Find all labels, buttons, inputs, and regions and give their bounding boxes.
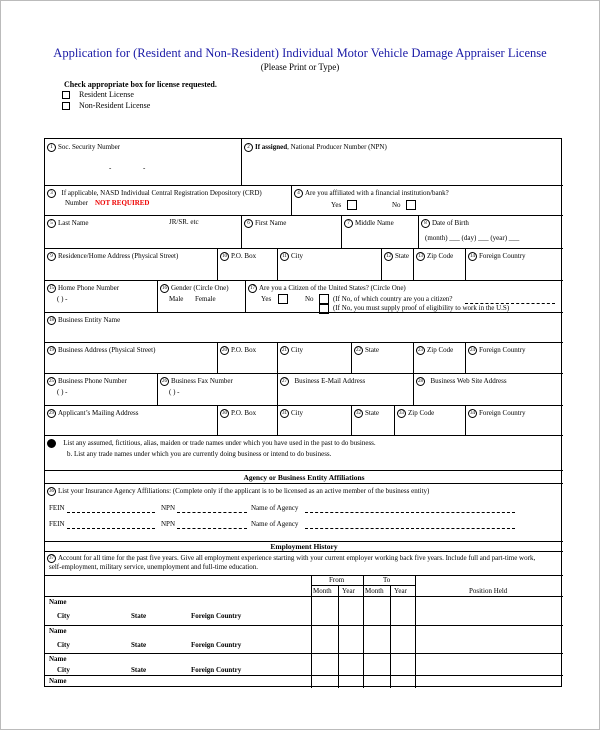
business-fax-mask: ( ) - <box>169 388 180 396</box>
business-phone-label: Business Phone Number <box>58 377 127 386</box>
middle-name-field[interactable]: 7 Middle Name <box>344 219 394 228</box>
row-divider <box>45 596 563 597</box>
position-held-header: Position Held <box>469 587 508 595</box>
ssn-field[interactable]: 1 Soc. Security Number <box>47 143 120 152</box>
business-fax-field[interactable]: 26 Business Fax Number <box>162 377 233 386</box>
business-website-field[interactable]: 28 Business Web Site Address <box>418 377 507 386</box>
crd-field[interactable]: 3 If applicable, NASD Individual Central Registration Depository (CRD) <box>47 189 262 198</box>
citizen-label: Are you a Citizen of the United States? (Circle One) <box>259 284 406 293</box>
gender-female[interactable]: Female <box>195 295 216 303</box>
employer-country-label[interactable]: Foreign Country <box>191 666 242 674</box>
mailing-address-label: Applicant’s Mailing Address <box>58 409 139 418</box>
mailing-po-box-field[interactable]: 30 P.O. Box <box>222 409 257 418</box>
city-label: City <box>291 346 304 355</box>
citizen-yes-label: Yes <box>261 295 272 303</box>
cell-divider <box>465 405 466 435</box>
cell-divider <box>465 342 466 373</box>
agency-name-input-2[interactable] <box>305 528 515 529</box>
business-city-field[interactable]: 21 City <box>282 346 304 355</box>
trade-names-label: b. List any trade names under which you are currently doing business or intend to do business. <box>67 450 332 458</box>
last-name-field[interactable]: 5 Last Name <box>47 219 89 228</box>
cell-divider <box>341 215 342 248</box>
business-phone-mask: ( ) - <box>57 388 68 396</box>
mailing-city-field[interactable]: 31 City <box>282 409 304 418</box>
row-divider <box>45 625 563 626</box>
table-column-divider <box>363 575 364 688</box>
resident-license-label: Resident License <box>79 90 134 99</box>
row-divider <box>45 248 563 249</box>
row-divider <box>45 470 563 471</box>
business-entity-label: Business Entity Name <box>58 316 121 325</box>
dob-label: Date of Birth <box>432 219 469 228</box>
cell-divider <box>217 342 218 373</box>
assumed-names-field[interactable] <box>47 439 376 448</box>
gender-male[interactable]: Male <box>169 295 184 303</box>
cell-divider <box>381 248 382 280</box>
business-website-label: Business Web Site Address <box>430 377 507 386</box>
fein-input-2[interactable] <box>67 528 155 529</box>
not-required-note: NOT REQUIRED <box>94 199 150 207</box>
table-column-divider <box>390 585 391 688</box>
row-divider <box>45 675 563 676</box>
cell-divider <box>277 342 278 373</box>
mailing-address-field[interactable]: 29 Applicant’s Mailing Address <box>49 409 139 418</box>
affiliation-label: Are you affiliated with a financial institution/bank? <box>305 189 449 198</box>
employment-instruction: 37 Account for all time for the past five years. Give all employment experience starting with your current employer working back five years. Include full and part-time work, <box>49 554 536 563</box>
cell-divider <box>413 248 414 280</box>
row-divider <box>45 435 563 436</box>
row-divider <box>45 342 563 343</box>
npn-if-assigned: If assigned <box>255 143 288 152</box>
employer-name-label[interactable]: Name <box>49 598 67 606</box>
residence-address-field[interactable]: 9 Residence/Home Address (Physical Street) <box>47 252 178 261</box>
npn-label: NPN <box>161 504 176 512</box>
country-label: Foreign Country <box>479 409 526 418</box>
cell-divider <box>157 373 158 405</box>
citizen-yes-checkbox[interactable] <box>278 294 288 304</box>
middle-name-label: Middle Name <box>355 219 394 228</box>
business-address-label: Business Address (Physical Street) <box>58 346 156 355</box>
mailing-state-field[interactable]: 32 State <box>356 409 379 418</box>
table-column-divider <box>338 585 339 688</box>
to-month-header: Month <box>365 587 384 595</box>
business-country-field[interactable]: 24 Foreign Country <box>470 346 526 355</box>
ssn-label: Soc. Security Number <box>58 143 121 152</box>
agency-name-label: Name of Agency <box>251 504 299 512</box>
state-label: State <box>395 252 409 261</box>
employer-country-label[interactable]: Foreign Country <box>191 641 242 649</box>
business-fax-label: Business Fax Number <box>171 377 233 386</box>
affiliation-yes-checkbox[interactable] <box>347 200 357 210</box>
state-label: State <box>365 409 379 418</box>
zip-label: Zip Code <box>408 409 435 418</box>
application-form <box>44 138 562 687</box>
city-label: City <box>291 409 304 418</box>
cell-divider <box>277 373 278 405</box>
row-divider <box>45 215 563 216</box>
country-label: Foreign Country <box>479 346 526 355</box>
cell-divider <box>241 215 242 248</box>
cell-divider <box>351 342 352 373</box>
business-email-label: Business E-Mail Address <box>294 377 366 386</box>
dob-field[interactable]: 8 Date of Birth <box>421 219 469 228</box>
affiliation-no-label: No <box>392 201 401 209</box>
cell-divider <box>245 280 246 312</box>
row-divider <box>45 185 563 186</box>
home-phone-mask: ( ) - <box>57 295 68 303</box>
affiliation-yes-label: Yes <box>331 201 342 209</box>
employer-state-label[interactable]: State <box>131 666 147 674</box>
ssn-dash: - <box>143 164 146 172</box>
po-box-label: P.O. Box <box>231 346 257 355</box>
table-column-divider <box>311 575 312 688</box>
mailing-country-field[interactable]: 34 Foreign Country <box>470 409 526 418</box>
license-type-instruction: Check appropriate box for license requested. <box>64 80 217 89</box>
jr-sr-label: JR/SR. etc <box>169 218 199 226</box>
first-name-field[interactable]: 6 First Name <box>244 219 286 228</box>
business-phone-field[interactable]: 25 Business Phone Number <box>49 377 127 386</box>
business-zip-field[interactable]: 23 Zip Code <box>418 346 454 355</box>
agency-name-input-1[interactable] <box>305 512 515 513</box>
business-entity-field[interactable]: 18 Business Entity Name <box>49 316 121 325</box>
npn-input-2[interactable] <box>177 528 247 529</box>
employer-name-label[interactable]: Name <box>49 627 67 635</box>
cell-divider <box>217 248 218 280</box>
row-divider <box>45 405 563 406</box>
home-phone-field[interactable]: 15 Home Phone Number <box>49 284 120 293</box>
employer-state-label[interactable]: State <box>131 641 147 649</box>
agency-instruction: 36 List your Insurance Agency Affiliations: (Complete only if the applicant is to be licensed as an active member of the business entity) <box>49 487 430 496</box>
employer-city-label[interactable]: City <box>57 666 70 674</box>
employer-city-label[interactable]: City <box>57 612 70 620</box>
first-name-label: First Name <box>255 219 287 228</box>
po-box-label: P.O. Box <box>231 252 257 261</box>
gender-label: Gender (Circle One) <box>171 284 229 293</box>
row-divider <box>45 373 563 374</box>
npn-input-1[interactable] <box>177 512 247 513</box>
table-column-divider <box>415 575 416 688</box>
to-header: To <box>383 576 391 584</box>
crd-number-label: Number <box>65 199 88 207</box>
row-divider <box>45 280 563 281</box>
fein-input-1[interactable] <box>67 512 155 513</box>
from-header: From <box>329 576 345 584</box>
cell-divider <box>351 405 352 435</box>
row-divider <box>45 312 563 313</box>
agency-instruction-text: List your Insurance Agency Affiliations: (Complete only if the applicant is to be licensed as an active member of the business entity) <box>58 487 430 496</box>
cell-divider <box>157 280 158 312</box>
row-divider <box>45 551 563 552</box>
country-label: Foreign Country <box>479 252 526 261</box>
to-year-header: Year <box>394 587 407 595</box>
employment-instruction-line2: self-employment, military service, unemployment and full-time education. <box>49 563 258 571</box>
from-month-header: Month <box>313 587 332 595</box>
employer-country-label[interactable]: Foreign Country <box>191 612 242 620</box>
cell-divider <box>217 405 218 435</box>
nonresident-license-option[interactable] <box>62 101 150 110</box>
citizen-no-checkbox[interactable] <box>319 294 329 304</box>
row-divider <box>45 575 563 576</box>
zip-label: Zip Code <box>427 252 454 261</box>
employment-instruction-text: Account for all time for the past five years. Give all employment experience starting with your current employer working back five years. Include full and part-time work, <box>58 554 536 563</box>
nonresident-checkbox[interactable] <box>62 102 70 110</box>
crd-label: If applicable, NASD Individual Central Registration Depository (CRD) <box>61 189 262 198</box>
cell-divider <box>413 373 414 405</box>
employer-state-label[interactable]: State <box>131 612 147 620</box>
mailing-zip-field[interactable]: 33 Zip Code <box>399 409 435 418</box>
cell-divider <box>241 139 242 185</box>
employer-name-label[interactable]: Name <box>49 677 67 685</box>
business-email-field[interactable]: 27 Business E-Mail Address <box>282 377 366 386</box>
citizen-proof-checkbox[interactable] <box>319 304 329 314</box>
citizen-question: 17 Are you a Citizen of the United States? (Circle One) <box>250 284 406 293</box>
table-subheader-divider <box>311 585 415 586</box>
affiliation-question: 4 Are you affiliated with a financial institution/bank? <box>294 189 449 198</box>
citizen-country-line: (If No, of which country are you a citizen? <box>333 295 453 303</box>
npn-label: , National Producer Number (NPN) <box>287 143 387 152</box>
employer-city-label[interactable]: City <box>57 641 70 649</box>
po-box-label: P.O. Box <box>231 409 257 418</box>
cell-divider <box>465 248 466 280</box>
resident-checkbox[interactable] <box>62 91 70 99</box>
cell-divider <box>277 248 278 280</box>
npn-field[interactable]: 2 If assigned, National Producer Number (NPN) <box>244 143 387 152</box>
business-address-field[interactable]: 19 Business Address (Physical Street) <box>49 346 156 355</box>
residence-country-field[interactable]: 14 Foreign Country <box>470 252 526 261</box>
citizen-proof-note: (If No, you must supply proof of eligibility to work in the U.S) <box>333 304 510 312</box>
npn-label: NPN <box>161 520 176 528</box>
resident-license-option[interactable] <box>62 90 134 99</box>
citizen-no-label: No <box>305 295 314 303</box>
cell-divider <box>413 342 414 373</box>
cell-divider <box>418 215 419 248</box>
crd-number-row <box>65 200 149 207</box>
ssn-dash: - <box>109 164 112 172</box>
cell-divider <box>277 405 278 435</box>
affiliation-no-checkbox[interactable] <box>406 200 416 210</box>
cell-divider <box>291 185 292 215</box>
residence-city-field[interactable]: 11 City <box>280 252 303 261</box>
fein-label: FEIN <box>49 504 65 512</box>
residence-address-label: Residence/Home Address (Physical Street) <box>58 252 179 261</box>
fein-label: FEIN <box>49 520 65 528</box>
business-po-box-field[interactable]: 20 P.O. Box <box>222 346 257 355</box>
business-state-field[interactable]: 22 State <box>356 346 379 355</box>
employer-name-label[interactable]: Name <box>49 655 67 663</box>
dob-format: (month) ___ (day) ___ (year) ___ <box>425 234 520 242</box>
residence-po-box-field[interactable]: 10 P.O. Box <box>222 252 257 261</box>
form-title: Application for (Resident and Non-Resident) Individual Motor Vehicle Damage Appraiser License <box>53 46 547 60</box>
nonresident-license-label: Non-Resident License <box>79 101 151 110</box>
assumed-names-label: List any assumed, fictitious, alias, maiden or trade names under which you have used in the past to do business. <box>63 439 376 448</box>
row-divider <box>45 483 563 484</box>
state-label: State <box>365 346 379 355</box>
employment-section-heading: Employment History <box>270 542 338 551</box>
last-name-label: Last Name <box>58 219 89 228</box>
row-divider <box>45 653 563 654</box>
agency-section-heading: Agency or Business Entity Affiliations <box>243 473 365 482</box>
city-label: City <box>291 252 304 261</box>
gender-field[interactable]: 16 Gender (Circle One) <box>162 284 229 293</box>
residence-zip-field[interactable]: 13 Zip Code <box>418 252 454 261</box>
residence-state-field[interactable]: 12 State <box>386 252 409 261</box>
from-year-header: Year <box>342 587 355 595</box>
form-subtitle: (Please Print or Type) <box>260 62 340 72</box>
agency-name-label: Name of Agency <box>251 520 299 528</box>
zip-label: Zip Code <box>427 346 454 355</box>
home-phone-label: Home Phone Number <box>58 284 120 293</box>
cell-divider <box>394 405 395 435</box>
